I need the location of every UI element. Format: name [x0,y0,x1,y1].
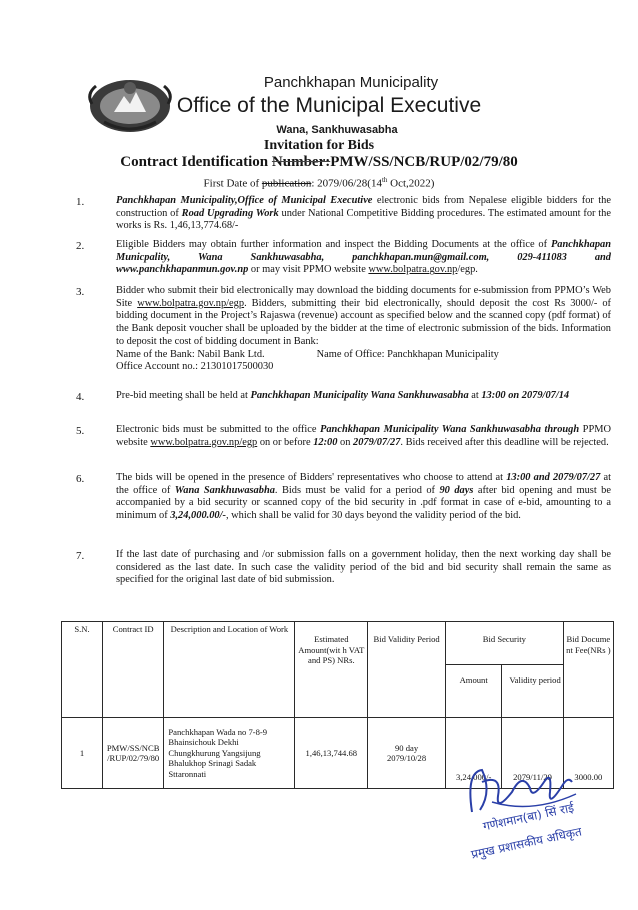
clause-6-text: The bids will be opened in the presence of Bidders' representatives who choose to attend at [116,472,507,483]
clause-5-on: on [337,436,354,448]
office-account-number: Office Account no.: 21301017500030 [116,361,274,373]
ppmo-link[interactable]: www.bolpatra.gov.np [368,264,458,276]
clause-number: 4. [76,391,85,403]
clause-1-text: electronic bids from Nepalese eligible bidders for the construction of [116,195,611,219]
validity-days: 90 day [395,742,419,753]
header-contract-id: Contract ID [102,622,163,718]
contract-number-label: Number: [271,154,331,170]
office-name: Office of the Municipal Executive [176,94,482,117]
validity-date: 2079/10/28 [387,753,427,763]
egp-link[interactable]: www.bolpatra.gov.np/egp [137,297,245,309]
clause-1-work: Road Upgrading Work [181,207,279,219]
clause-1-amount: under National Competitive Bidding procedures. The estimated amount for the works is Rs. 1,46,13,774.68/- [116,207,611,232]
clause-5-office: Panchkhapan Municipality Wana Sankhuwasabha through [320,424,580,435]
clause-number: 3. [76,286,85,298]
clause-6-text-3: . Bids must be valid for a period of [274,484,440,496]
header-security-amount: Amount [446,665,502,718]
clause-6-office: Wana Sankhuwasabha [174,484,275,496]
clause-2 [116,239,611,277]
clause-4-at: at [468,390,482,401]
clause-6-text-2: at the office of [116,472,611,496]
bank-name: Name of the Bank: Nabil Bank Ltd. [116,348,265,360]
cell-estimated-amount: 1,46,13,744.68 [295,718,368,789]
clause-4-time: 13:00 on 2079/07/14 [481,390,570,401]
contract-label: Contract Identification [120,154,272,170]
cell-contract-id: PMW/SS/NCB /RUP/02/79/80 [102,718,163,789]
official-stamp [462,800,612,860]
office-account-name: Name of Office: Panchkhapan Municipality [316,348,499,360]
date-prefix: First Date of [203,177,262,190]
contract-identification [0,154,638,171]
date-struck-word: publication [261,177,312,190]
clause-2-link-suffix: /egp. [457,264,478,276]
clause-5-text-4: . Bids received after this deadline will be rejected. [400,436,609,448]
date-suffix: Oct,2022) [387,177,435,190]
clause-5-text-2: PPMO website [116,424,611,448]
clause-4-venue: Panchkhapan Municipality Wana Sankhuwasabha [250,390,469,401]
cell-sn: 1 [62,718,103,789]
clause-4-text: Pre-bid meeting shall be held at [116,390,251,401]
date-sup: th [381,176,388,184]
cell-security-validity: 2079/11/29 [502,718,563,789]
header-description: Description and Location of Work [164,622,295,718]
clause-number: 6. [76,473,85,485]
clause-5-text: Electronic bids must be submitted to the office [116,424,321,435]
clause-7: If the last date of purchasing and /or submission falls on a government holiday, then the next working day shall be considered as the last date. In such case the validity period of the bid and bid security shall remain the same as specified for the original last date of bid submission. [116,549,611,586]
clause-6-text-5: , which shall be valid for 30 days beyond the validity period of the bid. [225,510,521,522]
clause-2-contact: Panchkhapan Municpality, Wana Sankhuwasabha, panchkhapan.mun@gmail.com, 029-411083 and www.panchkhapanmun.gov.np [116,239,611,276]
clause-5-time: 12:00 [313,436,338,448]
clause-5-date: 2079/07/27 [353,436,401,448]
clause-1-issuer: Panchkhapan Municipality,Office of Municipal Executive [116,195,373,206]
clause-3-text-2: . Bidders, submitting their bid electronically, should deposit the cost Rs 3000/- of bidding document in the Project’s Rajaswa (revenue) account as specified below and the scanned copy (pdf format) of the Bank deposit voucher shall be uploaded by the bidder at the time of electronic submission of the bids. Information to deposit the cost of bidding document in Bank: [116,297,611,347]
notice-title: Invitation for Bids [263,138,375,153]
clause-5 [116,424,611,449]
clause-5-text-3: on or before [257,436,314,448]
clause-number: 5. [76,425,85,437]
publication-date [0,176,638,190]
contract-id: PMW/SS/NCB/RUP/02/79/80 [330,154,518,170]
header-document-fee: Bid Docume nt Fee(NRs ) [563,622,613,718]
clause-2-text: Eligible Bidders may obtain further information and inspect the Bidding Documents at the office of [116,239,551,250]
municipality-name: Panchkhapan Municipality [263,74,439,91]
clause-number: 2. [76,240,85,252]
clause-3 [116,285,611,374]
clause-6-time: 13:00 and 2079/07/27 [506,472,601,483]
header-security-validity: Validity period [502,665,563,718]
clause-3-text: Bidder who submit their bid electronically may download the bidding documents for e-submission from PPMO’s Web Site [116,285,611,309]
cell-security-amount: 3,24,000/- [446,718,502,789]
clause-number: 7. [76,550,85,562]
clause-6 [116,472,611,523]
clause-6-text-4: after bid opening and must be accompanied by a bid security or scanned copy of the bid security in .pdf format in case of e-bid, amounting to a minimum of [116,484,611,522]
clause-1 [116,195,611,233]
office-address: Wana, Sankhuwasabha [276,124,398,136]
header-estimated-amount: Estimated Amount(wit h VAT and PS) NRs. [295,622,368,718]
date-value: : 2079/06/28(14 [311,177,382,190]
header-bid-security: Bid Security [446,622,564,665]
cell-document-fee: 3000.00 [563,718,613,789]
stamp-title: प्रमुख प्रशासकीय अधिकृत [469,824,583,862]
header-sn: S.N. [62,622,103,718]
clause-2-text-2: or may visit PPMO website [248,264,369,276]
cell-description: Panchkhapan Wada no 7-8-9 Bhainsichouk Dekhi Chungkhurung Yangsijung Bhalukhop Srinagi Sadak Sttaronnati [164,718,295,789]
clause-6-days: 90 days [439,484,474,496]
clause-6-amount: 3,24,000.00/- [170,510,226,522]
clause-4 [116,390,611,403]
cell-bid-validity [368,718,446,789]
stamp-name: गणेशमान(बा) सिं राई [481,800,576,834]
egp-link[interactable]: www.bolpatra.gov.np/egp [150,436,258,448]
header-bid-validity: Bid Validity Period [368,622,446,718]
clause-number: 1. [76,196,85,208]
